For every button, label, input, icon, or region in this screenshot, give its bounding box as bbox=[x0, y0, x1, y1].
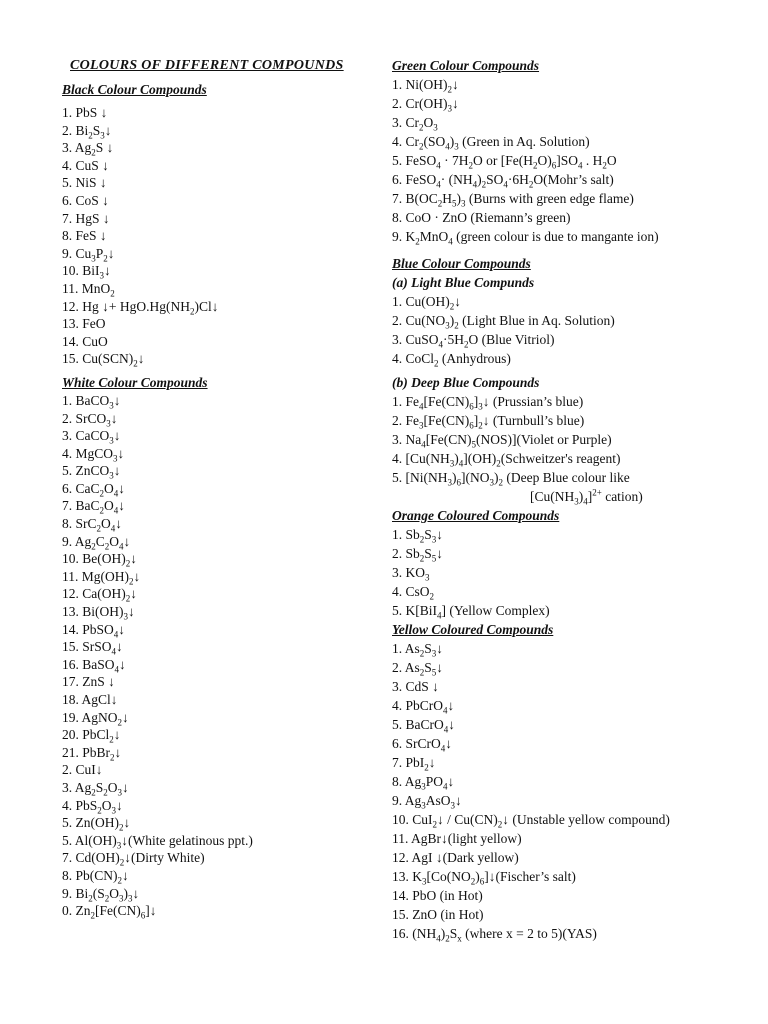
list-item: 9. $Cu_3P_2↓$ bbox=[62, 245, 115, 264]
list-item: 2. $As_2S_5↓$ bbox=[392, 660, 444, 678]
list-item: 9. $Ag_3AsO_3↓$ bbox=[392, 793, 462, 811]
list-item: 1. $Ni(OH)_2↓$ bbox=[392, 77, 459, 95]
list-item: 3. $CuSO_4\cdot 5H_2O$ (Blue Vitriol) bbox=[392, 332, 555, 350]
list-item: 8. $Pb(CN)_2↓$ bbox=[62, 867, 129, 886]
list-item: 4. CuS ↓ bbox=[62, 157, 109, 173]
list-item: 2. $Sb_2S_5↓$ bbox=[392, 546, 444, 564]
light-blue-heading: (a) Light Blue Compunds bbox=[392, 275, 535, 290]
left-column bbox=[62, 56, 380, 920]
list-item: 5. FeSO$_4$ · $7H_2O$ or $[Fe(H_2O)_6]SO_4$ . $H_2O$ bbox=[392, 153, 617, 171]
page-title: COLOURS OF DIFFERENT COMPOUNDS bbox=[70, 58, 344, 73]
list-item: 3. CdS ↓ bbox=[392, 679, 439, 694]
list-item: 7. $B(OC_2H_5)_3$ (Burns with green edge flame) bbox=[392, 191, 634, 209]
list-item: 7. HgS ↓ bbox=[62, 210, 110, 226]
list-item: 2. CuI↓ bbox=[62, 762, 103, 778]
list-item: 2. SrCO$_3$↓ bbox=[62, 410, 118, 429]
list-item: 6. $CaC_2O_4↓$ bbox=[62, 480, 126, 499]
list-item: 3. $Cr_2O_3$ bbox=[392, 115, 438, 133]
list-item: 8. $Ag_3PO_4↓$ bbox=[392, 774, 455, 792]
list-item: 4. MgCO$_3$↓ bbox=[62, 445, 125, 464]
list-item: 19. AgNO$_2$↓ bbox=[62, 709, 129, 728]
list-item: 5. K[BiI$_4$] (Yellow Complex) bbox=[392, 603, 550, 621]
list-item: 10. BiI$_3$↓ bbox=[62, 263, 111, 282]
orange-heading: Orange Coloured Compounds bbox=[392, 508, 560, 523]
list-item: 2. $Fe_3[Fe(CN)_6]_2↓$ (Turnbull’s blue) bbox=[392, 413, 585, 431]
list-item: 0. $Zn_2[Fe(CN)_6]↓$ bbox=[62, 903, 157, 921]
list-item: 1. PbS ↓ bbox=[62, 105, 108, 120]
list-item: 2. $Cu(NO_3)_2$ (Light Blue in Aq. Solution) bbox=[392, 313, 615, 331]
list-item: 12. Hg ↓+ $HgO.Hg(NH_2)Cl↓$ bbox=[62, 298, 219, 317]
list-item: 16. $(NH_4)_2S_x$ (where x = 2 to 5)(YAS) bbox=[392, 926, 597, 944]
list-item: 11. AgBr↓(light yellow) bbox=[392, 831, 522, 846]
list-item: 7. PbI$_2$↓ bbox=[392, 755, 436, 773]
deep-blue-list bbox=[392, 392, 722, 506]
orange-list bbox=[392, 525, 722, 620]
list-item: 3. $Ag_2S_2O_3↓$ bbox=[62, 779, 129, 798]
list-item: 1. $As_2S_3↓$ bbox=[392, 641, 444, 659]
list-item: 4. CsO$_2$ bbox=[392, 584, 435, 602]
list-item: 2. $Bi_2S_3↓$ bbox=[62, 122, 112, 141]
list-item: 16. BaSO$_4$↓ bbox=[62, 656, 126, 675]
list-item: 13. $Bi(OH)_3↓$ bbox=[62, 604, 135, 622]
list-item: 7. $Cd(OH)_2↓(Dirty$ White) bbox=[62, 850, 205, 869]
list-item: 11. $Mg(OH)_2↓$ bbox=[62, 568, 141, 587]
blue-heading: Blue Colour Compounds bbox=[392, 256, 531, 271]
list-item: 3. CaCO$_3$↓ bbox=[62, 428, 121, 446]
list-item: 4. $PbS_2O_3↓$ bbox=[62, 797, 123, 816]
list-item: 15. ZnO (in Hot) bbox=[392, 907, 484, 922]
list-item: 8. FeS ↓ bbox=[62, 228, 107, 244]
list-item: 6. SrCrO$_4$↓ bbox=[392, 736, 453, 754]
list-item: 13. $K_3[Co(NO_2)_6]↓(Fischer’s$ salt) bbox=[392, 869, 576, 887]
list-item: 1. BaCO$_3$↓ bbox=[62, 392, 121, 411]
deep-blue-heading: (b) Deep Blue Compounds bbox=[392, 375, 540, 390]
list-item: 3. $Na_4[Fe(CN)_5(NOS)](Violet$ or Purple) bbox=[392, 432, 612, 450]
list-item: 10. CuI$_2$↓ / $Cu(CN)_2↓$ (Unstable yellow compound) bbox=[392, 812, 670, 830]
list-item: 5. ZnCO$_3$↓ bbox=[62, 463, 121, 481]
list-item: 5. $Al(OH)_3↓(White$ gelatinous ppt.) bbox=[62, 832, 253, 851]
list-item: 6. CoS ↓ bbox=[62, 192, 109, 208]
list-item: 4. $Cr_2(SO_4)_3$ (Green in Aq. Solution) bbox=[392, 134, 590, 152]
list-item: 11. MnO$_2$ bbox=[62, 280, 115, 299]
list-item: 5. NiS ↓ bbox=[62, 175, 107, 191]
black-heading: Black Colour Compounds bbox=[62, 82, 207, 97]
light-blue-list bbox=[392, 292, 722, 368]
white-heading: White Colour Compounds bbox=[62, 374, 208, 390]
list-item: 4. CoCl$_2$ (Anhydrous) bbox=[392, 351, 511, 369]
list-item: 14. PbSO$_4$↓ bbox=[62, 621, 126, 640]
list-item: 6. FeSO$_4$· $(NH_4)_2SO_4\cdot 6H_2O(Mohr’s$ salt) bbox=[392, 172, 614, 190]
list-item: 1. $Fe_4[Fe(CN)_6]_3↓$ (Prussian’s blue) bbox=[392, 394, 584, 412]
list-item: 1. $Sb_2S_3↓$ bbox=[392, 527, 444, 545]
list-item: 8. $SrC_2O_4↓$ bbox=[62, 516, 123, 534]
list-item: 12. AgI ↓(Dark yellow) bbox=[392, 850, 519, 865]
list-item: 4. $[Cu(NH_3)_4](OH)_2(Schweitzer's$ reagent) bbox=[392, 451, 621, 469]
list-item: 5. BaCrO$_4$↓ bbox=[392, 717, 455, 735]
list-item: 17. ZnS ↓ bbox=[62, 674, 115, 690]
white-list bbox=[62, 392, 380, 920]
list-item: 9. $K_2MnO_4$ (green colour is due to mangante ion) bbox=[392, 229, 659, 247]
list-item: 4. PbCrO$_4$↓ bbox=[392, 698, 455, 716]
list-item: 9. $Ag_2C_2O_4↓$ bbox=[62, 533, 131, 552]
list-item: 5. $[Ni(NH_3)_6](NO_3)_2$ (Deep Blue colour like bbox=[392, 470, 630, 488]
green-heading: Green Colour Compounds bbox=[392, 58, 540, 73]
right-column bbox=[392, 56, 722, 943]
green-list bbox=[392, 75, 722, 246]
list-item: 2. $Cr(OH)_3↓$ bbox=[392, 96, 459, 114]
list-item: 14. PbO (in Hot) bbox=[392, 888, 483, 903]
list-item: $[Cu(NH_3)_4]^{2+}$ cation) bbox=[530, 487, 643, 507]
list-item: 9. $Bi_2(S_2O_3)_3↓$ bbox=[62, 885, 140, 904]
list-item: 15. SrSO$_4$↓ bbox=[62, 639, 123, 657]
list-item: 13. FeO bbox=[62, 316, 106, 332]
list-item: 20. PbCl$_2$↓ bbox=[62, 727, 121, 745]
list-item: 3. $KO_3$ bbox=[392, 565, 430, 583]
list-item: 15. $Cu(SCN)_2↓$ bbox=[62, 351, 145, 369]
list-item: 14. CuO bbox=[62, 333, 108, 349]
list-item: 12. $Ca(OH)_2↓$ bbox=[62, 586, 137, 605]
yellow-list bbox=[392, 639, 722, 943]
list-item: 5. $Zn(OH)_2↓$ bbox=[62, 815, 131, 833]
list-item: 10. $Be(OH)_2↓$ bbox=[62, 551, 137, 569]
list-item: 8. CoO · ZnO (Riemann’s green) bbox=[392, 210, 571, 225]
yellow-heading: Yellow Coloured Compounds bbox=[392, 622, 554, 637]
list-item: 1. $Cu(OH)_2↓$ bbox=[392, 294, 461, 312]
list-item: 21. PbBr$_2$↓ bbox=[62, 744, 122, 763]
list-item: 7. $BaC_2O_4↓$ bbox=[62, 498, 126, 517]
list-item: 3. $Ag_2S$ ↓ bbox=[62, 140, 114, 158]
black-list bbox=[62, 104, 380, 368]
list-item: 18. AgCl↓ bbox=[62, 692, 118, 707]
